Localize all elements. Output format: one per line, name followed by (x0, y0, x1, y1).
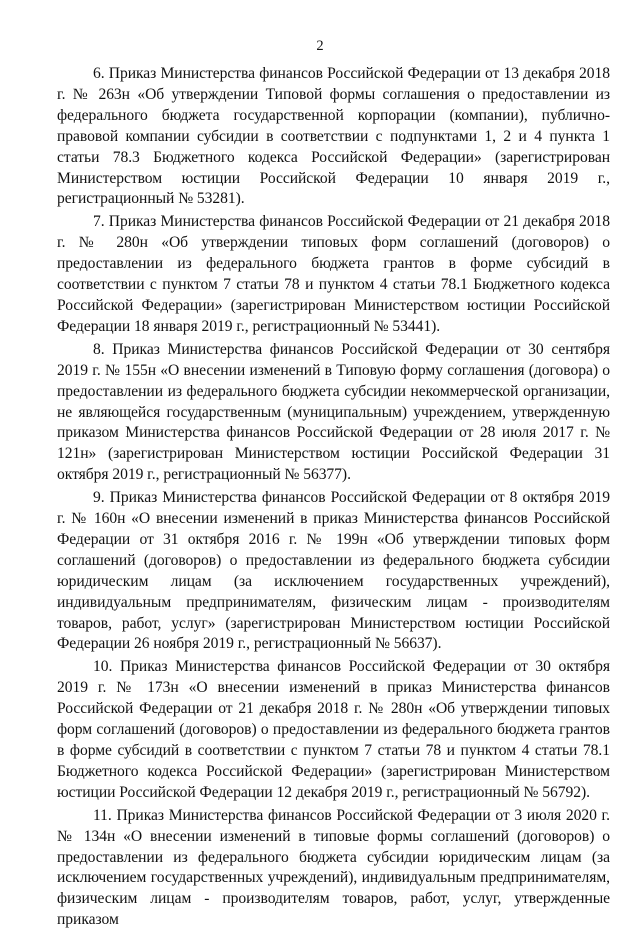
paragraph-item-10: 10. Приказ Министерства финансов Российской Федерации от 30 октября 2019 г. № 173н «О внесении изменений в приказ Министерства финансов Российской Федерации от 21 декабря 2018 г. № 280н «Об утверждении типовых форм соглашений (договоров) о предоставлении из федерального бюджета грантов в форме субсидий в соответствии с пунктом 7 статьи 78 и пунктом 4 статьи 78.1 Бюджетного кодекса Российской Федерации» (зарегистрирован Министерством юстиции Российской Федерации 12 декабря 2019 г., регистрационный № 56792). (57, 658, 610, 801)
page-number: 2 (316, 38, 324, 54)
paragraph-item-7: 7. Приказ Министерства финансов Российской Федерации от 21 декабря 2018 г. № 280н «Об утверждении типовых форм соглашений (договоров) о предоставлении из федерального бюджета грантов в форме субсидий в соответствии с пунктом 7 статьи 78 и пунктом 4 статьи 78.1 Бюджетного кодекса Российской Федерации» (зарегистрирован Министерством юстиции Российской Федерации 18 января 2019 г., регистрационный № 53441). (57, 213, 610, 335)
paragraph-item-6: 6. Приказ Министерства финансов Российской Федерации от 13 декабря 2018 г. № 263н «Об утверждении Типовой формы соглашения о предоставлении из федерального бюджета государственной корпорации (компании), публично-правовой компании субсидии в соответствии с подпунктами 1, 2 и 4 пункта 1 статьи 78.3 Бюджетного кодекса Российской Федерации» (зарегистрирован Министерством юстиции Российской Федерации 10 января 2019 г., регистрационный № 53281). (57, 65, 610, 208)
paragraph-item-9: 9. Приказ Министерства финансов Российской Федерации от 8 октября 2019 г. № 160н «О внесении изменений в приказ Министерства финансов Российской Федерации от 31 октября 2016 г. № 199н «Об утверждении типовых форм соглашений (договоров) о предоставлении из федерального бюджета субсидии юридическим лицам (за исключением государственных учреждений), индивидуальным предпринимателям, физическим лицам - производителям товаров, работ, услуг» (зарегистрирован Министерством юстиции Российской Федерации 26 ноября 2019 г., регистрационный № 56637). (57, 489, 610, 653)
paragraph-item-8: 8. Приказ Министерства финансов Российской Федерации от 30 сентября 2019 г. № 155н «О внесении изменений в Типовую форму соглашения (договора) о предоставлении из федерального бюджета субсидии некоммерческой организации, не являющейся государственным (муниципальным) учреждением, утвержденную приказом Министерства финансов Российской Федерации от 28 июля 2017 г. № 121н» (зарегистрирован Министерством юстиции Российской Федерации 31 октября 2019 г., регистрационный № 56377). (57, 340, 610, 484)
paragraph-item-11: 11. Приказ Министерства финансов Российской Федерации от 3 июля 2020 г. № 134н «О внесении изменений в типовые формы соглашений (договоров) о предоставлении из федерального бюджета субсидии юридическим лицам (за исключением государственных учреждений), индивидуальным предпринимателям, физическим лицам - производителям товаров, работ, услуг, утвержденные приказом (57, 806, 610, 929)
document-body (57, 64, 610, 931)
